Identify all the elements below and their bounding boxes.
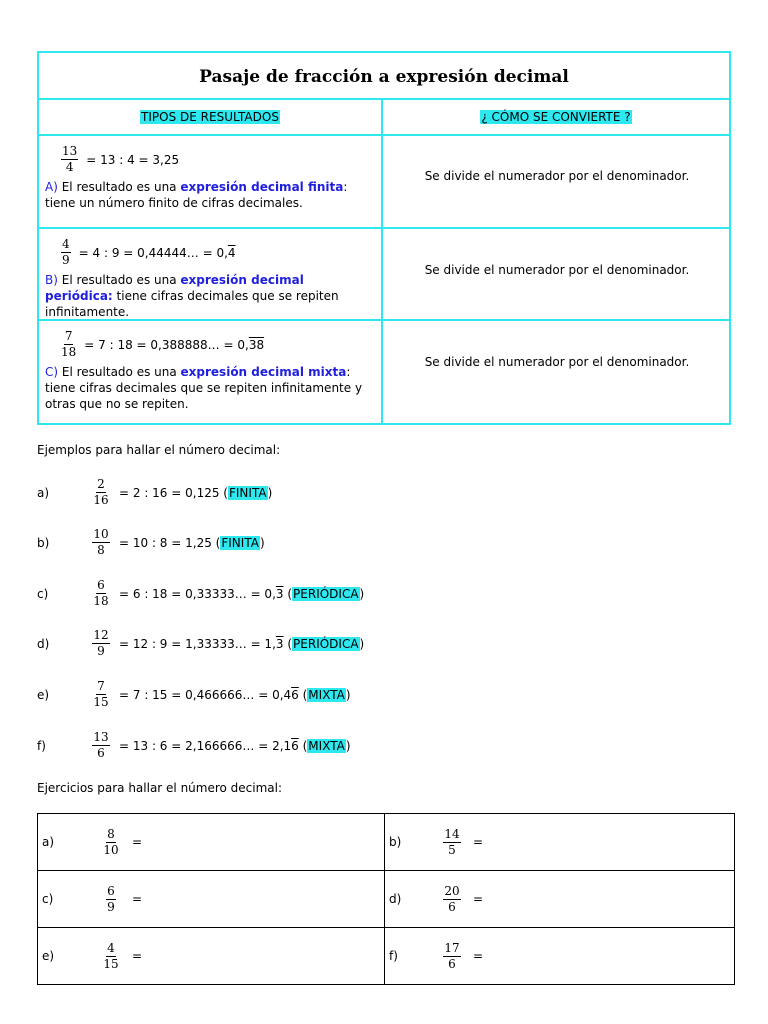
type-badge: FINITA [221, 535, 259, 550]
exercise-item [385, 871, 483, 927]
page-title: Pasaje de fracción a expresión decimal [199, 66, 569, 87]
exercise-table [37, 813, 735, 985]
table-row-a [39, 134, 729, 227]
item-letter: b) [389, 835, 402, 849]
equation: = 4 : 9 = 0,44444… = 0,4 [78, 245, 236, 260]
exercise-item [38, 814, 142, 870]
type-badge: MIXTA [308, 738, 345, 753]
type-badge: FINITA [228, 485, 267, 500]
fraction: $\frac{7}{18}$ [61, 329, 77, 359]
header-how: ¿ CÓMO SE CONVIERTE ? [481, 110, 631, 124]
equation: = 2 : 16 = 0,125 (FINITA) [119, 485, 273, 500]
item-letter: e) [37, 687, 50, 702]
item-letter: f) [389, 949, 398, 963]
example-item [37, 477, 272, 508]
item-letter: c) [37, 586, 49, 601]
equation: = 12 : 9 = 1,33333… = 1,3 (PERIÓDICA) [119, 636, 365, 651]
conversion-table [37, 51, 731, 425]
item-letter: d) [389, 892, 402, 906]
type-badge: MIXTA [308, 687, 345, 702]
fraction: $\frac{14}{5}$ [444, 826, 460, 857]
item-letter: c) [42, 892, 54, 906]
equals-sign: = [132, 835, 143, 849]
equation: = 13 : 4 = 3,25 [86, 152, 180, 167]
equation: = 13 : 6 = 2,166666… = 2,16 (MIXTA) [119, 738, 351, 753]
method-text: Se divide el numerador por el denominador. [424, 263, 690, 277]
fraction: $\frac{7}{15}$ [93, 679, 109, 709]
equation: = 7 : 18 = 0,388888… = 0,38 [84, 337, 265, 352]
fraction: $\frac{8}{10}$ [103, 826, 119, 857]
example-item [37, 679, 351, 710]
equals-sign: = [473, 835, 484, 849]
fraction: $\frac{13}{4}$ [62, 144, 78, 174]
equals-sign: = [132, 949, 143, 963]
fraction: $\frac{20}{6}$ [444, 883, 460, 914]
fraction: $\frac{4}{15}$ [103, 940, 119, 971]
fraction: $\frac{13}{6}$ [93, 730, 109, 760]
equals-sign: = [473, 892, 484, 906]
type-badge: PERIÓDICA [293, 586, 359, 601]
equals-sign: = [473, 949, 484, 963]
item-letter: a) [37, 485, 50, 500]
example-item [37, 578, 364, 609]
equation: = 6 : 18 = 0,33333… = 0,3 (PERIÓDICA) [119, 586, 365, 601]
exercises-label: Ejercicios para hallar el número decimal: [37, 781, 283, 795]
table-row-b [39, 227, 729, 319]
equation: = 7 : 15 = 0,466666… = 0,46 (MIXTA) [119, 687, 351, 702]
column-divider [381, 100, 383, 423]
fraction: $\frac{4}{9}$ [62, 237, 70, 267]
method-text: Se divide el numerador por el denominador. [424, 169, 690, 183]
row-description: B) El resultado es una expresión decimal periódica: tiene cifras decimales que se repiten infinitamente. [45, 273, 339, 319]
exercise-item [385, 928, 483, 984]
fraction: $\frac{6}{9}$ [107, 883, 115, 914]
item-letter: f) [37, 738, 46, 753]
row-description: A) El resultado es una expresión decimal finita: tiene un número finito de cifras decimales. [45, 180, 348, 210]
equals-sign: = [132, 892, 143, 906]
fraction: $\frac{2}{16}$ [93, 477, 109, 507]
item-letter: a) [42, 835, 55, 849]
fraction: $\frac{6}{18}$ [93, 578, 109, 608]
type-badge: PERIÓDICA [293, 636, 359, 651]
row-description: C) El resultado es una expresión decimal mixta: tiene cifras decimales que se repiten infinitamente y otras que no se repiten. [45, 365, 363, 411]
fraction: $\frac{17}{6}$ [444, 940, 460, 971]
table-row-c [39, 319, 729, 425]
item-letter: e) [42, 949, 55, 963]
example-item [37, 527, 265, 558]
table-header-row [39, 98, 729, 134]
example-item [37, 730, 351, 761]
header-types: TIPOS DE RESULTADOS [141, 110, 279, 124]
item-letter: d) [37, 636, 50, 651]
example-item [37, 628, 364, 659]
fraction: $\frac{10}{8}$ [93, 527, 109, 557]
fraction: $\frac{12}{9}$ [93, 628, 109, 658]
item-letter: b) [37, 535, 50, 550]
examples-label: Ejemplos para hallar el número decimal: [37, 443, 281, 457]
exercise-item [38, 871, 142, 927]
equation: = 10 : 8 = 1,25 (FINITA) [119, 535, 265, 550]
method-text: Se divide el numerador por el denominador. [424, 355, 690, 369]
exercise-item [385, 814, 483, 870]
exercise-item [38, 928, 142, 984]
